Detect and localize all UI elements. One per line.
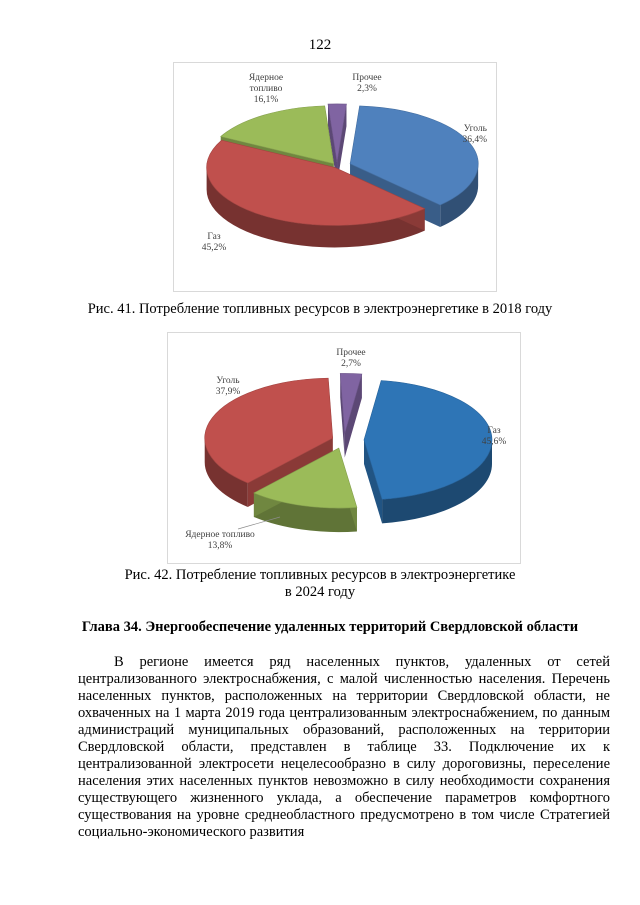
chart-2024 (167, 332, 521, 564)
slice-label: Уголь 37,9% (215, 376, 241, 397)
slice-label: Газ 45,6% (481, 426, 507, 447)
pie-chart-2024 (168, 333, 520, 563)
chart-2018 (173, 62, 497, 292)
paragraph-text: В регионе имеется ряд населенных пунктов, удаленных от сетей централизованного электроснабжения, с малой численностью населения. Перечень населенных пунктов, расположенных на территории Свердловской области, не охваченных на 1 марта 2019 года централизованным электроснабжением, по данным администраций муниципальных образований, расположенных на территории Свердловской области, представлен в таблице 33. Подключение их к централизованной электросети нецелесообразно в силу дороговизны, переселение населения этих населенных пунктов невозможно в силу необходимости сохранения существующего жизненного уклада, а обеспечение параметров комфортного существования на уровне среднеобластного предусмотрено в том числе Стратегией социально-экономического развития (78, 654, 610, 840)
slice-label: Ядерное топливо 16,1% (248, 73, 284, 105)
slice-label: Прочее 2,3% (352, 73, 382, 94)
caption-line: Рис. 42. Потребление топливных ресурсов в электроэнергетике (124, 567, 516, 583)
body-paragraph (78, 654, 610, 841)
figure-caption-42 (60, 567, 580, 601)
caption-line: в 2024 году (284, 584, 356, 600)
slice-label: Ядерное топливо 13,8% (185, 530, 255, 551)
pie-chart-2018 (174, 63, 496, 291)
figure-caption-41: Рис. 41. Потребление топливных ресурсов в электроэнергетике в 2018 году (87, 301, 553, 317)
slice-label: Уголь 36,4% (462, 124, 487, 145)
chapter-title: Глава 34. Энергообеспечение удаленных территорий Свердловской области (81, 619, 579, 635)
page-number: 122 (308, 37, 332, 53)
slice-label: Прочее 2,7% (336, 348, 366, 369)
slice-label: Газ 45,2% (201, 232, 227, 253)
